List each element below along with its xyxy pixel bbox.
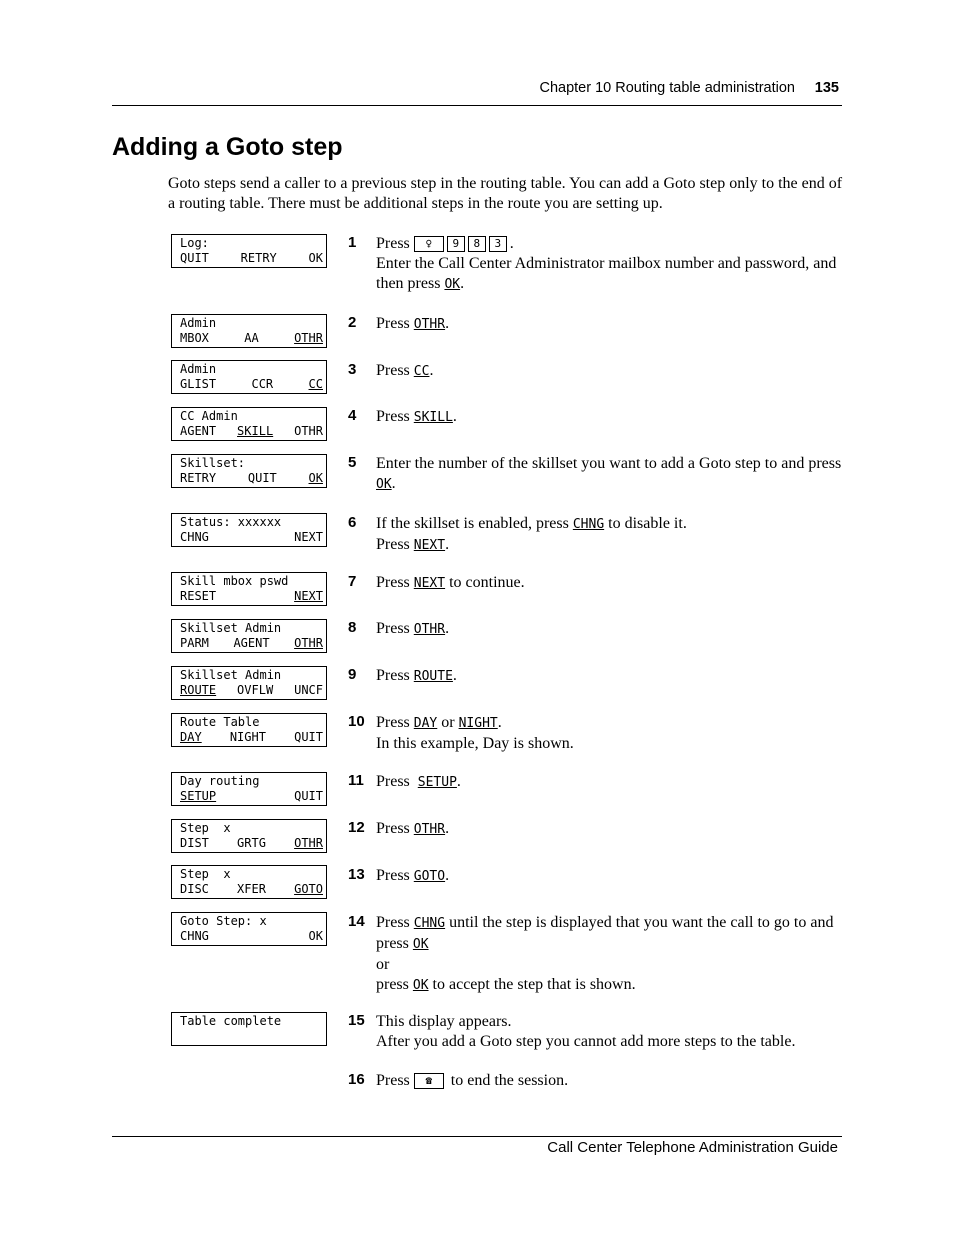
display-softkey-label: QUIT	[294, 730, 323, 744]
feature-key-icon: ♀	[414, 236, 444, 252]
softkey-setup: SETUP	[417, 775, 457, 790]
phone-display	[171, 1012, 327, 1046]
display-softkey-label: DISC	[180, 882, 209, 896]
display-softkey-label: AGENT	[180, 424, 217, 438]
display-line-1: Goto Step: x	[180, 914, 267, 928]
display-softkey-label: OTHR	[294, 331, 323, 345]
phone-display	[171, 865, 327, 899]
phone-display	[171, 454, 327, 488]
display-line-1: Skillset Admin	[180, 668, 282, 682]
intro-paragraph: Goto steps send a caller to a previous step in the routing table. You can add a Goto step only to the end of a routing table. There must be additional steps in the route you are setting up.	[168, 175, 843, 212]
display-line-2	[180, 730, 323, 744]
phone-display	[171, 407, 327, 441]
display-line-1: Skill mbox pswd	[180, 574, 289, 588]
display-line-1: Skillset Admin	[180, 621, 282, 635]
display-softkey-label: CHNG	[180, 929, 209, 943]
display-softkey-label: NEXT	[294, 530, 323, 544]
display-line-1: CC Admin	[180, 409, 238, 423]
softkey-chng: CHNG	[572, 517, 605, 532]
display-line-1: Log:	[180, 236, 209, 250]
key-3: 3	[489, 236, 507, 252]
display-softkey-label: XFER	[237, 882, 266, 896]
softkey-day: DAY	[413, 716, 438, 731]
softkey-goto: GOTO	[413, 869, 446, 884]
softkey-othr: OTHR	[413, 822, 446, 837]
display-softkey-label: GRTG	[237, 836, 266, 850]
display-line-2	[180, 683, 323, 697]
softkey-othr: OTHR	[413, 622, 446, 637]
display-softkey-label: OVFLW	[237, 683, 274, 697]
display-softkey-label: GOTO	[294, 882, 323, 896]
header-rule	[112, 105, 842, 106]
key-8: 8	[468, 236, 486, 252]
display-line-2	[180, 424, 323, 438]
display-softkey-label: PARM	[180, 636, 209, 650]
display-line-1: Day routing	[180, 774, 260, 788]
display-line-2	[180, 636, 323, 650]
phone-display	[171, 360, 327, 394]
softkey-ok: OK	[412, 937, 429, 952]
display-line-2	[180, 929, 323, 943]
softkey-othr: OTHR	[413, 317, 446, 332]
release-key-icon: ☎	[414, 1073, 444, 1089]
display-softkey-label: RETRY	[240, 251, 277, 265]
display-line-1: Status: xxxxxx	[180, 515, 282, 529]
display-line-1: Step x	[180, 821, 231, 835]
display-line-2	[180, 377, 323, 391]
softkey-night: NIGHT	[458, 716, 498, 731]
phone-display	[171, 666, 327, 700]
page-header	[112, 80, 841, 98]
display-line-2	[180, 836, 323, 850]
display-softkey-label: AA	[244, 331, 259, 345]
page-title: Adding a Goto step	[112, 133, 343, 161]
softkey-next: NEXT	[413, 576, 446, 591]
display-line-1: Admin	[180, 362, 217, 376]
display-softkey-label: NEXT	[294, 589, 323, 603]
display-softkey-label: CHNG	[180, 530, 209, 544]
display-line-1: Route Table	[180, 715, 260, 729]
page-footer: Call Center Telephone Administration Guide	[547, 1139, 838, 1156]
chapter-title: Chapter 10 Routing table administration	[539, 80, 795, 96]
phone-display	[171, 314, 327, 348]
display-softkey-label: RETRY	[180, 471, 217, 485]
display-softkey-label: ROUTE	[180, 683, 217, 697]
display-softkey-label: NIGHT	[229, 730, 266, 744]
phone-display	[171, 819, 327, 853]
softkey-skill: SKILL	[413, 410, 453, 425]
display-softkey-label: OTHR	[294, 424, 323, 438]
display-softkey-label: OK	[308, 251, 323, 265]
display-line-1: Skillset:	[180, 456, 246, 470]
display-line-2	[180, 882, 323, 896]
display-softkey-label: DAY	[180, 730, 202, 744]
phone-display	[171, 772, 327, 806]
display-softkey-label: SKILL	[237, 424, 274, 438]
display-line-1: Table complete	[180, 1014, 282, 1028]
step-text: Press ♀ 9 8 3 . Enter the Call Center Administrator mailbox number and password, and then press OK.	[376, 235, 837, 292]
display-line-2	[180, 789, 323, 803]
phone-display	[171, 912, 327, 946]
display-softkey-label: OTHR	[294, 636, 323, 650]
softkey-chng: CHNG	[413, 916, 446, 931]
display-softkey-label: UNCF	[294, 683, 323, 697]
display-softkey-label: RESET	[180, 589, 217, 603]
display-softkey-label: OK	[308, 929, 323, 943]
display-softkey-label: QUIT	[180, 251, 209, 265]
display-softkey-label: CCR	[251, 377, 274, 391]
step-number: 1	[348, 234, 357, 251]
display-softkey-label: OTHR	[294, 836, 323, 850]
page-number: 135	[814, 80, 839, 96]
display-softkey-label: GLIST	[180, 377, 217, 391]
phone-display	[171, 513, 327, 547]
display-softkey-label: QUIT	[294, 789, 323, 803]
display-line-1: Admin	[180, 316, 217, 330]
display-softkey-label: CC	[308, 377, 323, 391]
phone-display	[171, 713, 327, 747]
display-softkey-label: SETUP	[180, 789, 217, 803]
footer-rule	[112, 1136, 842, 1137]
phone-display	[171, 619, 327, 653]
display-line-2	[180, 471, 323, 485]
display-line-1: Step x	[180, 867, 231, 881]
display-line-2	[180, 530, 323, 544]
phone-display	[171, 234, 327, 268]
display-softkey-label: QUIT	[247, 471, 277, 485]
softkey-ok: OK	[444, 277, 461, 292]
softkey-route: ROUTE	[413, 669, 453, 684]
display-line-2	[180, 251, 323, 265]
softkey-ok: OK	[412, 978, 429, 993]
display-line-2	[180, 331, 323, 345]
softkey-ok: OK	[376, 477, 392, 492]
display-line-2	[180, 589, 323, 603]
key-9: 9	[447, 236, 465, 252]
display-softkey-label: AGENT	[233, 636, 270, 650]
display-softkey-label: OK	[308, 471, 323, 485]
phone-display	[171, 572, 327, 606]
display-softkey-label: MBOX	[180, 331, 209, 345]
softkey-cc: CC	[413, 364, 430, 379]
display-softkey-label: DIST	[180, 836, 209, 850]
softkey-next: NEXT	[413, 538, 446, 553]
